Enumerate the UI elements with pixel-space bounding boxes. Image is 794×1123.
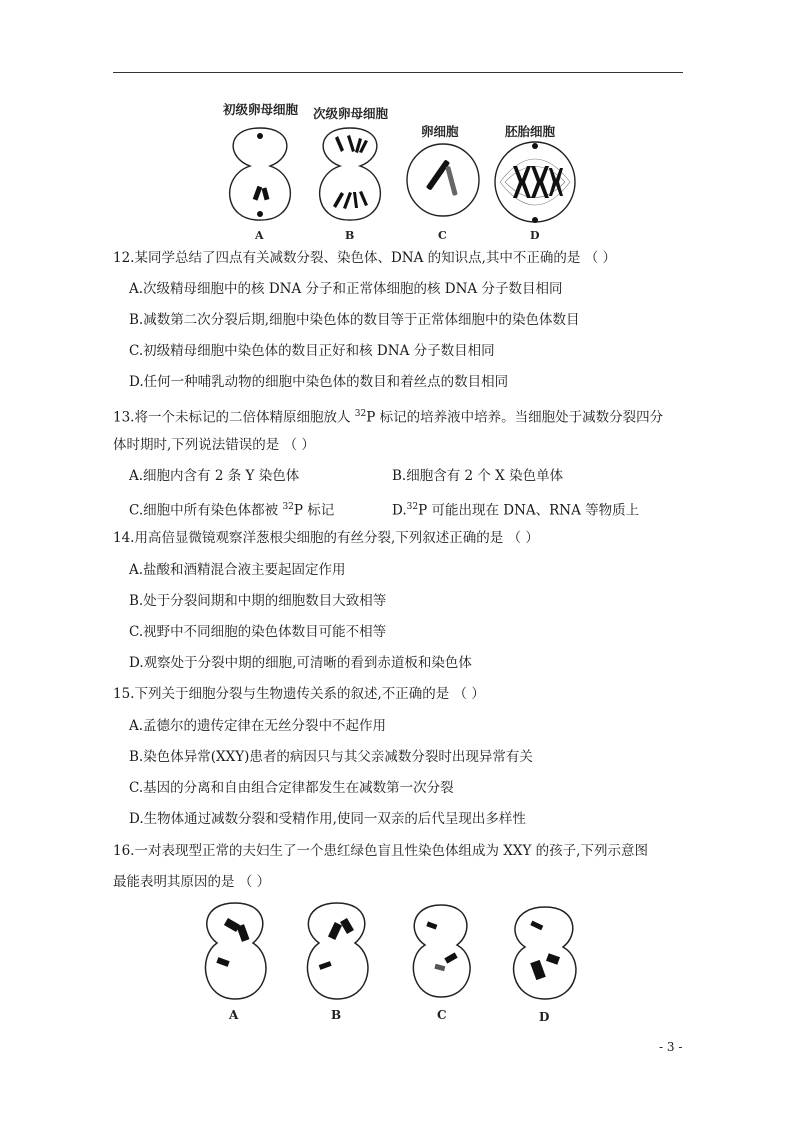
fig1-label-a: A xyxy=(255,229,264,242)
q14-option-c: C.视野中不同细胞的染色体数目可能不相等 xyxy=(129,624,387,640)
q12-option-c: C.初级精母细胞中染色体的数目正好和核 DNA 分子数目相同 xyxy=(129,343,495,359)
q14-stem: 14.用高倍显微镜观察洋葱根尖细胞的有丝分裂,下列叙述正确的是 （ ） xyxy=(113,530,539,546)
fig2-label-d: D xyxy=(539,1010,550,1024)
q16-stem-line2: 最能表明其原因的是 （ ） xyxy=(113,874,271,890)
fig1-title-c: 卵细胞 xyxy=(421,124,459,139)
q13-option-d: D.$^{32}$P 可能出现在 DNA、RNA 等物质上 xyxy=(392,502,640,519)
q15-option-b: B.染色体异常(XXY)患者的病因只与其父亲减数分裂时出现异常有关 xyxy=(129,749,533,765)
fig1-title-d: 胚胎细胞 xyxy=(505,124,556,139)
q13-stem-line2: 体时期时,下列说法错误的是 （ ） xyxy=(113,437,315,453)
fig1-label-d: D xyxy=(530,229,540,242)
fig1-title-a: 初级卵母细胞 xyxy=(223,102,299,117)
q13-option-b: B.细胞含有 2 个 X 染色单体 xyxy=(392,468,564,484)
fig2-label-c: C xyxy=(437,1008,447,1022)
fig2-label-b: B xyxy=(331,1008,342,1022)
q15-stem: 15.下列关于细胞分裂与生物遗传关系的叙述,不正确的是 （ ） xyxy=(113,686,485,702)
q12-stem: 12.某同学总结了四点有关减数分裂、染色体、DNA 的知识点,其中不正确的是 （ ） xyxy=(113,250,617,266)
q12-option-a: A.次级精母细胞中的核 DNA 分子和正常体细胞的核 DNA 分子数目相同 xyxy=(129,281,563,297)
q16-stem-line1: 16.一对表现型正常的夫妇生了一个患红绿色盲且性染色体组成为 XXY 的孩子,下列示意图 xyxy=(113,843,648,859)
q12-option-b: B.减数第二次分裂后期,细胞中染色体的数目等于正常体细胞中的染色体数目 xyxy=(129,312,580,328)
q15-option-c: C.基因的分离和自由组合定律都发生在减数第一次分裂 xyxy=(129,780,454,796)
fig1-label-b: B xyxy=(345,229,355,242)
q13-option-a: A.细胞内含有 2 条 Y 染色体 xyxy=(129,468,300,484)
fig1-label-c: C xyxy=(438,229,447,242)
q14-option-a: A.盐酸和酒精混合液主要起固定作用 xyxy=(129,562,346,578)
q15-option-a: A.孟德尔的遗传定律在无丝分裂中不起作用 xyxy=(129,718,387,734)
q13-stem-line1: 13.将一个未标记的二倍体精原细胞放人 $^{32}$P 标记的培养液中培养。当细胞处于减数分裂四分 xyxy=(113,409,664,426)
figure-dividing-cells xyxy=(195,895,595,1025)
q15-option-d: D.生物体通过减数分裂和受精作用,使同一双亲的后代呈现出多样性 xyxy=(129,811,526,827)
q14-option-b: B.处于分裂间期和中期的细胞数目大致相等 xyxy=(129,593,387,609)
header-rule xyxy=(113,72,683,73)
fig2-label-a: A xyxy=(229,1008,239,1022)
page-number: - 3 - xyxy=(659,1040,683,1054)
q14-option-d: D.观察处于分裂中期的细胞,可清晰的看到赤道板和染色体 xyxy=(129,655,472,671)
q13-option-c: C.细胞中所有染色体都被 $^{32}$P 标记 xyxy=(129,502,335,519)
figure-oocyte-cells xyxy=(215,96,595,244)
q12-option-d: D.任何一种哺乳动物的细胞中染色体的数目和着丝点的数目相同 xyxy=(129,374,509,390)
fig1-title-b: 次级卵母细胞 xyxy=(313,106,389,121)
